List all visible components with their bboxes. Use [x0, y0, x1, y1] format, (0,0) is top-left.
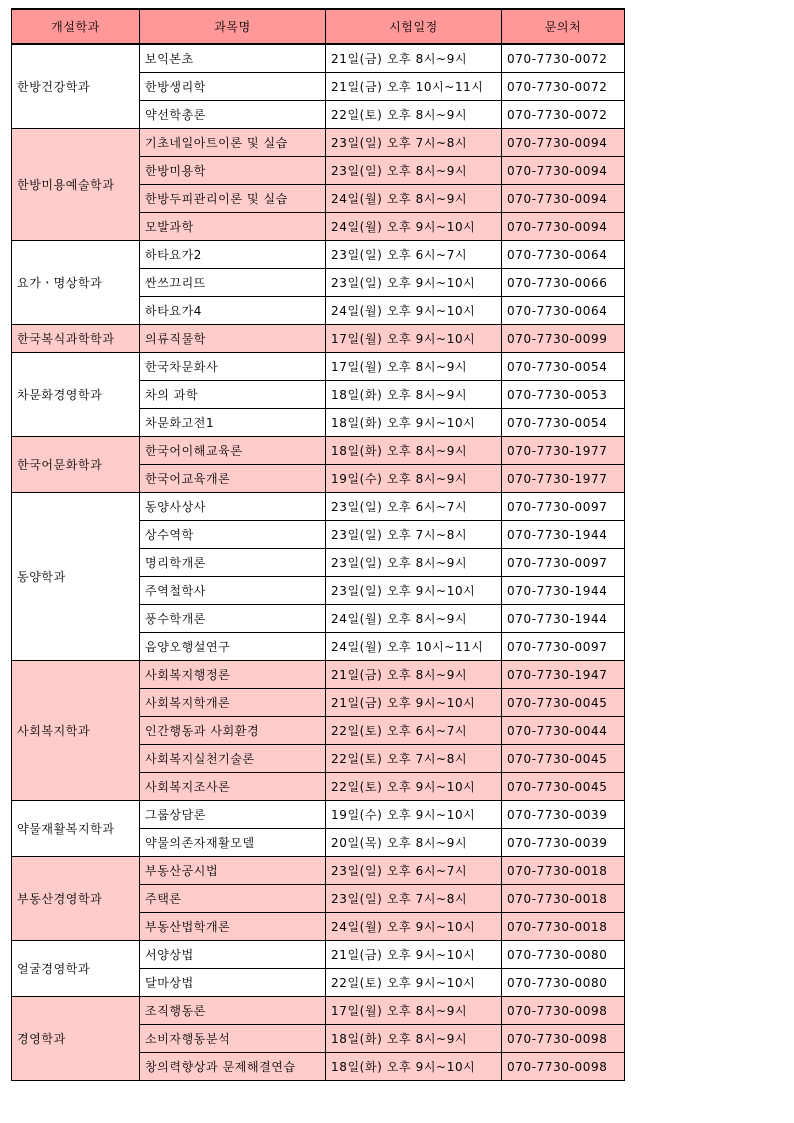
contact-phone-cell: 070-7730-0053 — [502, 381, 625, 409]
subject-cell: 그룹상담론 — [140, 801, 326, 829]
table-body — [12, 44, 625, 1081]
exam-date-cell: 18일(화) 오후 8시~9시 — [326, 381, 502, 409]
contact-phone-cell: 070-7730-1977 — [502, 465, 625, 493]
subject-cell: 인간행동과 사회환경 — [140, 717, 326, 745]
exam-date-cell: 23일(일) 오후 6시~7시 — [326, 493, 502, 521]
table-row — [12, 353, 625, 381]
contact-phone-cell: 070-7730-0018 — [502, 857, 625, 885]
exam-date-cell: 21일(금) 오후 10시~11시 — [326, 73, 502, 101]
exam-date-cell: 23일(일) 오후 9시~10시 — [326, 577, 502, 605]
contact-phone-cell: 070-7730-0039 — [502, 829, 625, 857]
exam-date-cell: 21일(금) 오후 9시~10시 — [326, 689, 502, 717]
contact-phone-cell: 070-7730-0066 — [502, 269, 625, 297]
department-cell: 차문화경영학과 — [12, 353, 140, 437]
exam-date-cell: 23일(일) 오후 8시~9시 — [326, 549, 502, 577]
department-cell: 한국어문화학과 — [12, 437, 140, 493]
exam-date-cell: 24일(월) 오후 9시~10시 — [326, 913, 502, 941]
exam-date-cell: 24일(월) 오후 8시~9시 — [326, 605, 502, 633]
contact-phone-cell: 070-7730-0054 — [502, 409, 625, 437]
subject-cell: 한방두피관리이론 및 실습 — [140, 185, 326, 213]
contact-phone-cell: 070-7730-0080 — [502, 969, 625, 997]
contact-phone-cell: 070-7730-0045 — [502, 689, 625, 717]
subject-cell: 주택론 — [140, 885, 326, 913]
exam-date-cell: 23일(일) 오후 7시~8시 — [326, 521, 502, 549]
contact-phone-cell: 070-7730-0098 — [502, 1053, 625, 1081]
contact-phone-cell: 070-7730-0097 — [502, 633, 625, 661]
exam-date-cell: 20일(목) 오후 8시~9시 — [326, 829, 502, 857]
subject-cell: 사회복지행정론 — [140, 661, 326, 689]
subject-cell: 부동산공시법 — [140, 857, 326, 885]
exam-date-cell: 22일(토) 오후 8시~9시 — [326, 101, 502, 129]
exam-date-cell: 23일(일) 오후 9시~10시 — [326, 269, 502, 297]
subject-cell: 차의 과학 — [140, 381, 326, 409]
contact-phone-cell: 070-7730-0097 — [502, 493, 625, 521]
header-subject: 과목명 — [140, 9, 326, 44]
subject-cell: 상수역학 — [140, 521, 326, 549]
subject-cell: 동양사상사 — [140, 493, 326, 521]
contact-phone-cell: 070-7730-0072 — [502, 44, 625, 73]
subject-cell: 사회복지실천기술론 — [140, 745, 326, 773]
department-cell: 요가ㆍ명상학과 — [12, 241, 140, 325]
contact-phone-cell: 070-7730-0045 — [502, 773, 625, 801]
subject-cell: 모발과학 — [140, 213, 326, 241]
exam-date-cell: 21일(금) 오후 9시~10시 — [326, 941, 502, 969]
subject-cell: 싼쓰끄리뜨 — [140, 269, 326, 297]
exam-date-cell: 22일(토) 오후 9시~10시 — [326, 773, 502, 801]
contact-phone-cell: 070-7730-0064 — [502, 297, 625, 325]
subject-cell: 음양오행설연구 — [140, 633, 326, 661]
subject-cell: 의류직물학 — [140, 325, 326, 353]
table-row — [12, 129, 625, 157]
contact-phone-cell: 070-7730-1944 — [502, 521, 625, 549]
contact-phone-cell: 070-7730-0039 — [502, 801, 625, 829]
contact-phone-cell: 070-7730-0044 — [502, 717, 625, 745]
table-row — [12, 661, 625, 689]
contact-phone-cell: 070-7730-0045 — [502, 745, 625, 773]
exam-date-cell: 18일(화) 오후 8시~9시 — [326, 437, 502, 465]
exam-date-cell: 19일(수) 오후 8시~9시 — [326, 465, 502, 493]
table-row — [12, 801, 625, 829]
exam-schedule-table — [11, 8, 625, 1081]
exam-date-cell: 18일(화) 오후 8시~9시 — [326, 1025, 502, 1053]
subject-cell: 조직행동론 — [140, 997, 326, 1025]
department-cell: 부동산경영학과 — [12, 857, 140, 941]
subject-cell: 한국차문화사 — [140, 353, 326, 381]
table-header — [12, 9, 625, 44]
subject-cell: 사회복지학개론 — [140, 689, 326, 717]
contact-phone-cell: 070-7730-0072 — [502, 101, 625, 129]
table-row — [12, 941, 625, 969]
contact-phone-cell: 070-7730-0097 — [502, 549, 625, 577]
subject-cell: 한방생리학 — [140, 73, 326, 101]
exam-date-cell: 21일(금) 오후 8시~9시 — [326, 44, 502, 73]
table-row — [12, 44, 625, 73]
subject-cell: 기초네일아트이론 및 실습 — [140, 129, 326, 157]
subject-cell: 한국어교육개론 — [140, 465, 326, 493]
table-row — [12, 241, 625, 269]
contact-phone-cell: 070-7730-0094 — [502, 157, 625, 185]
exam-date-cell: 23일(일) 오후 6시~7시 — [326, 241, 502, 269]
contact-phone-cell: 070-7730-1944 — [502, 577, 625, 605]
exam-date-cell: 17일(월) 오후 9시~10시 — [326, 325, 502, 353]
subject-cell: 부동산법학개론 — [140, 913, 326, 941]
exam-date-cell: 18일(화) 오후 9시~10시 — [326, 409, 502, 437]
subject-cell: 명리학개론 — [140, 549, 326, 577]
exam-date-cell: 19일(수) 오후 9시~10시 — [326, 801, 502, 829]
exam-date-cell: 24일(월) 오후 10시~11시 — [326, 633, 502, 661]
contact-phone-cell: 070-7730-0080 — [502, 941, 625, 969]
contact-phone-cell: 070-7730-0064 — [502, 241, 625, 269]
contact-phone-cell: 070-7730-0018 — [502, 885, 625, 913]
subject-cell: 달마상법 — [140, 969, 326, 997]
table-row — [12, 437, 625, 465]
department-cell: 한국복식과학학과 — [12, 325, 140, 353]
contact-phone-cell: 070-7730-0072 — [502, 73, 625, 101]
department-cell: 한방건강학과 — [12, 44, 140, 129]
table-row — [12, 997, 625, 1025]
subject-cell: 약선학총론 — [140, 101, 326, 129]
subject-cell: 차문화고전1 — [140, 409, 326, 437]
table-row — [12, 857, 625, 885]
header-department: 개설학과 — [12, 9, 140, 44]
contact-phone-cell: 070-7730-0094 — [502, 129, 625, 157]
contact-phone-cell: 070-7730-0018 — [502, 913, 625, 941]
header-exam-schedule: 시험일정 — [326, 9, 502, 44]
exam-date-cell: 22일(토) 오후 9시~10시 — [326, 969, 502, 997]
exam-date-cell: 24일(월) 오후 8시~9시 — [326, 185, 502, 213]
exam-date-cell: 24일(월) 오후 9시~10시 — [326, 213, 502, 241]
exam-date-cell: 18일(화) 오후 9시~10시 — [326, 1053, 502, 1081]
exam-date-cell: 17일(월) 오후 8시~9시 — [326, 353, 502, 381]
exam-date-cell: 23일(일) 오후 6시~7시 — [326, 857, 502, 885]
department-cell: 사회복지학과 — [12, 661, 140, 801]
header-contact: 문의처 — [502, 9, 625, 44]
table-row — [12, 325, 625, 353]
subject-cell: 보익본초 — [140, 44, 326, 73]
exam-date-cell: 17일(월) 오후 8시~9시 — [326, 997, 502, 1025]
department-cell: 약물재활복지학과 — [12, 801, 140, 857]
contact-phone-cell: 070-7730-0098 — [502, 1025, 625, 1053]
contact-phone-cell: 070-7730-0094 — [502, 185, 625, 213]
exam-date-cell: 22일(토) 오후 7시~8시 — [326, 745, 502, 773]
exam-date-cell: 24일(월) 오후 9시~10시 — [326, 297, 502, 325]
subject-cell: 사회복지조사론 — [140, 773, 326, 801]
subject-cell: 한국어이해교육론 — [140, 437, 326, 465]
subject-cell: 창의력향상과 문제해결연습 — [140, 1053, 326, 1081]
subject-cell: 서양상법 — [140, 941, 326, 969]
subject-cell: 약물의존자재활모델 — [140, 829, 326, 857]
contact-phone-cell: 070-7730-0054 — [502, 353, 625, 381]
department-cell: 경영학과 — [12, 997, 140, 1081]
header-row — [12, 9, 625, 44]
contact-phone-cell: 070-7730-0098 — [502, 997, 625, 1025]
table-row — [12, 493, 625, 521]
contact-phone-cell: 070-7730-1947 — [502, 661, 625, 689]
contact-phone-cell: 070-7730-0094 — [502, 213, 625, 241]
exam-date-cell: 22일(토) 오후 6시~7시 — [326, 717, 502, 745]
subject-cell: 풍수학개론 — [140, 605, 326, 633]
subject-cell: 하타요가4 — [140, 297, 326, 325]
exam-date-cell: 21일(금) 오후 8시~9시 — [326, 661, 502, 689]
department-cell: 동양학과 — [12, 493, 140, 661]
department-cell: 얼굴경영학과 — [12, 941, 140, 997]
contact-phone-cell: 070-7730-0099 — [502, 325, 625, 353]
contact-phone-cell: 070-7730-1944 — [502, 605, 625, 633]
subject-cell: 한방미용학 — [140, 157, 326, 185]
subject-cell: 주역철학사 — [140, 577, 326, 605]
contact-phone-cell: 070-7730-1977 — [502, 437, 625, 465]
exam-date-cell: 23일(일) 오후 8시~9시 — [326, 157, 502, 185]
subject-cell: 하타요가2 — [140, 241, 326, 269]
exam-date-cell: 23일(일) 오후 7시~8시 — [326, 129, 502, 157]
department-cell: 한방미용예술학과 — [12, 129, 140, 241]
exam-date-cell: 23일(일) 오후 7시~8시 — [326, 885, 502, 913]
subject-cell: 소비자행동분석 — [140, 1025, 326, 1053]
